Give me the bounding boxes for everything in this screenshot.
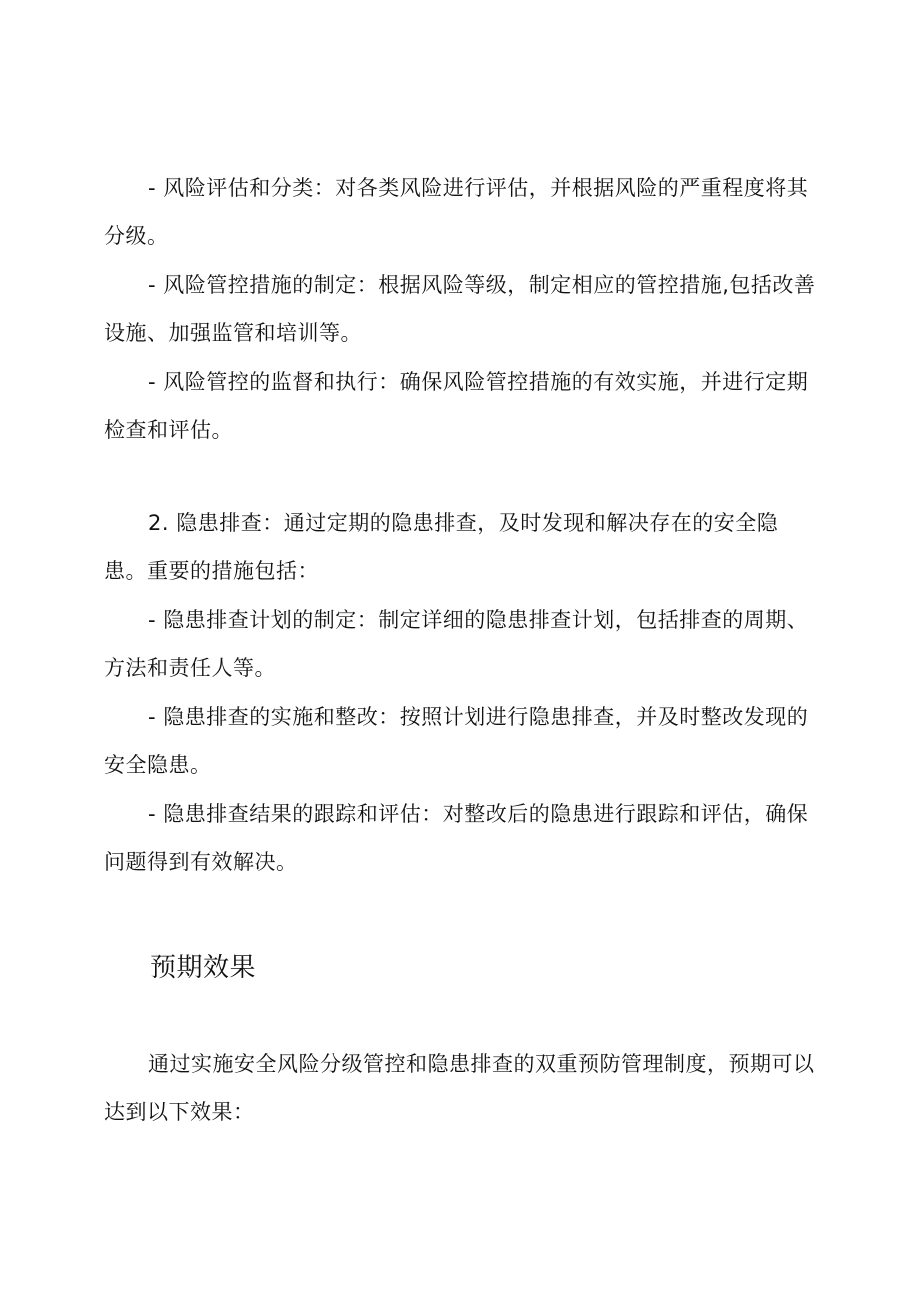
bullet-hazard-rectification: - 隐患排查的实施和整改：按照计划进行隐患排查，并及时整改发现的安全隐患。 bbox=[104, 705, 809, 777]
section-heading: 预期效果 bbox=[150, 953, 257, 983]
bullet-risk-control-measures: - 风险管控措施的制定：根据风险等级，制定相应的管控措施,包括改善设施、加强监管和培训等。 bbox=[104, 273, 816, 345]
bullet-risk-supervision: - 风险管控的监督和执行：确保风险管控措施的有效实施，并进行定期检查和评估。 bbox=[104, 370, 809, 442]
bullet-hazard-plan: - 隐患排查计划的制定：制定详细的隐患排查计划，包括排查的周期、方法和责任人等。 bbox=[104, 608, 809, 680]
bullet-risk-assessment: - 风险评估和分类：对各类风险进行评估，并根据风险的严重程度将其分级。 bbox=[104, 176, 809, 248]
bullet-hazard-tracking: - 隐患排查结果的跟踪和评估：对整改后的隐患进行跟踪和评估，确保问题得到有效解决。 bbox=[104, 802, 809, 874]
item-hazard-investigation: 2. 隐患排查：通过定期的隐患排查，及时发现和解决存在的安全隐患。重要的措施包括： bbox=[104, 511, 779, 583]
section-intro-paragraph: 通过实施安全风险分级管控和隐患排查的双重预防管理制度，预期可以达到以下效果： bbox=[104, 1052, 815, 1124]
